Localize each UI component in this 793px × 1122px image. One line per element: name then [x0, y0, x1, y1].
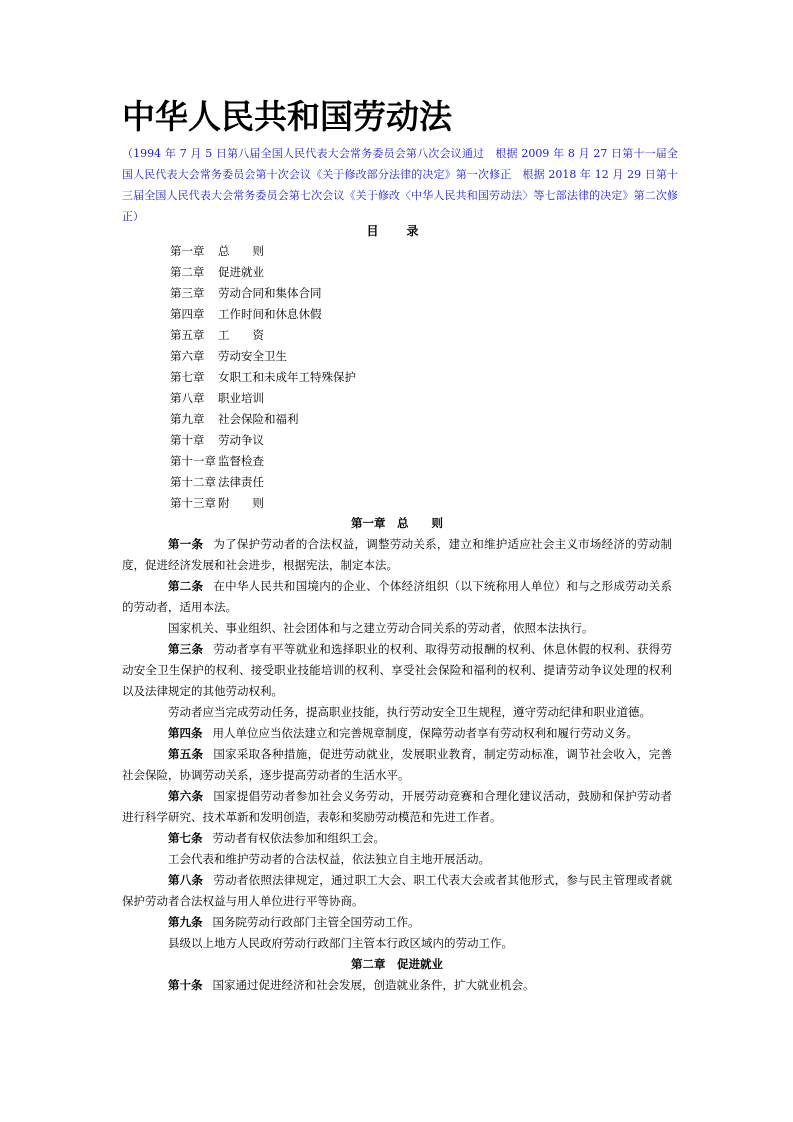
toc-item: [170, 367, 356, 388]
toc-item: [170, 388, 356, 409]
toc-chapter-number: 第四章: [170, 307, 205, 321]
toc-chapter-number: 第十二章: [170, 475, 216, 489]
article-number: 第八条: [168, 873, 204, 887]
toc-chapter-title: 工 资: [218, 328, 264, 342]
article-number: 第四条: [168, 726, 203, 740]
toc-item: [170, 241, 356, 262]
article-number: 第三条: [168, 642, 204, 656]
toc-item: [170, 472, 356, 493]
toc-chapter-title: 工作时间和休息休假: [218, 307, 322, 321]
article-text: 国家通过促进经济和社会发展，创造就业条件，扩大就业机会。: [212, 978, 535, 992]
article-paragraph: [122, 849, 672, 870]
chapter-2: [122, 954, 672, 996]
article-paragraph: [122, 912, 672, 933]
article-text: 国务院劳动行政部门主管全国劳动工作。: [212, 915, 420, 929]
article-text: 国家提倡劳动者参加社会义务劳动，开展劳动竞赛和合理化建议活动，鼓励和保护劳动者进行科学研究、技术革新和发明创造，表彰和奖励劳动模范和先进工作者。: [122, 789, 673, 824]
article-text: 国家机关、事业组织、社会团体和与之建立劳动合同关系的劳动者，依照本法执行。: [168, 621, 594, 635]
chapter-heading: 第一章 总 则: [351, 516, 443, 530]
article-paragraph: [122, 534, 672, 576]
toc-chapter-title: 监督检查: [218, 454, 264, 468]
chapter-heading: 第二章 促进就业: [351, 957, 443, 971]
article-text: 劳动者应当完成劳动任务，提高职业技能，执行劳动安全卫生规程，遵守劳动纪律和职业道德。: [168, 705, 651, 719]
article-text: 劳动者有权依法参加和组织工会。: [212, 831, 385, 845]
document-title: 中华人民共和国劳动法: [122, 97, 452, 136]
article-number: 第九条: [168, 915, 203, 929]
toc-chapter-title: 职业培训: [218, 391, 264, 405]
toc-chapter-title: 促进就业: [218, 265, 264, 279]
article-paragraph: [122, 870, 672, 912]
article-number: 第五条: [168, 747, 204, 761]
toc-chapter-number: 第十章: [170, 433, 205, 447]
toc-item: [170, 493, 356, 514]
toc-chapter-title: 社会保险和福利: [218, 412, 299, 426]
article-number: 第七条: [168, 831, 203, 845]
article-number: 第一条: [168, 537, 204, 551]
article-paragraph: [122, 702, 672, 723]
article-paragraph: [122, 828, 672, 849]
toc-chapter-number: 第六章: [170, 349, 205, 363]
article-paragraph: [122, 639, 672, 702]
article-text: 国家采取各种措施，促进劳动就业，发展职业教育，制定劳动标准，调节社会收入，完善社会保险，协调劳动关系，逐步提高劳动者的生活水平。: [122, 747, 673, 782]
toc-chapter-title: 劳动合同和集体合同: [218, 286, 322, 300]
chapter-1: [122, 513, 672, 954]
article-paragraph: [122, 975, 672, 996]
toc-chapter-title: 劳动安全卫生: [218, 349, 287, 363]
article-paragraph: [122, 723, 672, 744]
article-number: 第二条: [168, 579, 204, 593]
toc-chapter-number: 第七章: [170, 370, 205, 384]
toc-item: [170, 304, 356, 325]
chapter-1-articles: [122, 534, 672, 954]
toc-chapter-number: 第一章: [170, 244, 205, 258]
article-text: 劳动者享有平等就业和选择职业的权利、取得劳动报酬的权利、休息休假的权利、获得劳动安全卫生保护的权利、接受职业技能培训的权利、享受社会保险和福利的权利、提请劳动争议处理的权利以及法律规定的其他劳动权利。: [122, 642, 673, 698]
toc-chapter-title: 女职工和未成年工特殊保护: [218, 370, 356, 384]
chapter-2-articles: [122, 975, 672, 996]
toc-chapter-number: 第三章: [170, 286, 205, 300]
toc-heading: 目 录: [366, 224, 427, 238]
toc-item: [170, 283, 356, 304]
table-of-contents: [170, 241, 356, 514]
article-text: 用人单位应当依法建立和完善规章制度，保障劳动者享有劳动权利和履行劳动义务。: [212, 726, 638, 740]
article-text: 为了保护劳动者的合法权益，调整劳动关系，建立和维护适应社会主义市场经济的劳动制度，促进经济发展和社会进步，根据宪法，制定本法。: [122, 537, 673, 572]
article-paragraph: [122, 933, 672, 954]
article-text: 县级以上地方人民政府劳动行政部门主管本行政区域内的劳动工作。: [168, 936, 513, 950]
toc-chapter-title: 总 则: [218, 244, 264, 258]
toc-item: [170, 430, 356, 451]
article-text: 在中华人民共和国境内的企业、个体经济组织（以下统称用人单位）和与之形成劳动关系的劳动者，适用本法。: [122, 579, 673, 614]
article-paragraph: [122, 618, 672, 639]
toc-chapter-number: 第五章: [170, 328, 205, 342]
article-number: 第十条: [168, 978, 203, 992]
article-paragraph: [122, 744, 672, 786]
toc-chapter-title: 劳动争议: [218, 433, 264, 447]
toc-chapter-number: 第二章: [170, 265, 205, 279]
law-body: [122, 513, 672, 996]
toc-item: [170, 262, 356, 283]
article-text: 工会代表和维护劳动者的合法权益，依法独立自主地开展活动。: [168, 852, 490, 866]
amendment-note: （1994 年 7 月 5 日第八届全国人民代表大会常务委员会第八次会议通过 根据 2009 年 8 月 27 日第十一届全国人民代表大会常务委员会第十次会议《关于修改部分法律的决定》第一次修正 根据 2018 年 12 月 29 日第十三届全国人民代表大会常务委员会第七次会议《关于修改〈中华人民共和国劳动法〉等七部法律的决定》第二次修正）: [122, 147, 678, 223]
article-paragraph: [122, 576, 672, 618]
toc-item: [170, 325, 356, 346]
article-text: 劳动者依照法律规定，通过职工大会、职工代表大会或者其他形式，参与民主管理或者就保护劳动者合法权益与用人单位进行平等协商。: [122, 873, 673, 908]
toc-item: [170, 409, 356, 430]
toc-chapter-title: 法律责任: [218, 475, 264, 489]
toc-chapter-number: 第十一章: [170, 454, 216, 468]
toc-chapter-title: 附 则: [218, 496, 264, 510]
toc-chapter-number: 第九章: [170, 412, 205, 426]
toc-item: [170, 451, 356, 472]
article-number: 第六条: [168, 789, 204, 803]
toc-item: [170, 346, 356, 367]
toc-chapter-number: 第八章: [170, 391, 205, 405]
toc-chapter-number: 第十三章: [170, 496, 216, 510]
article-paragraph: [122, 786, 672, 828]
